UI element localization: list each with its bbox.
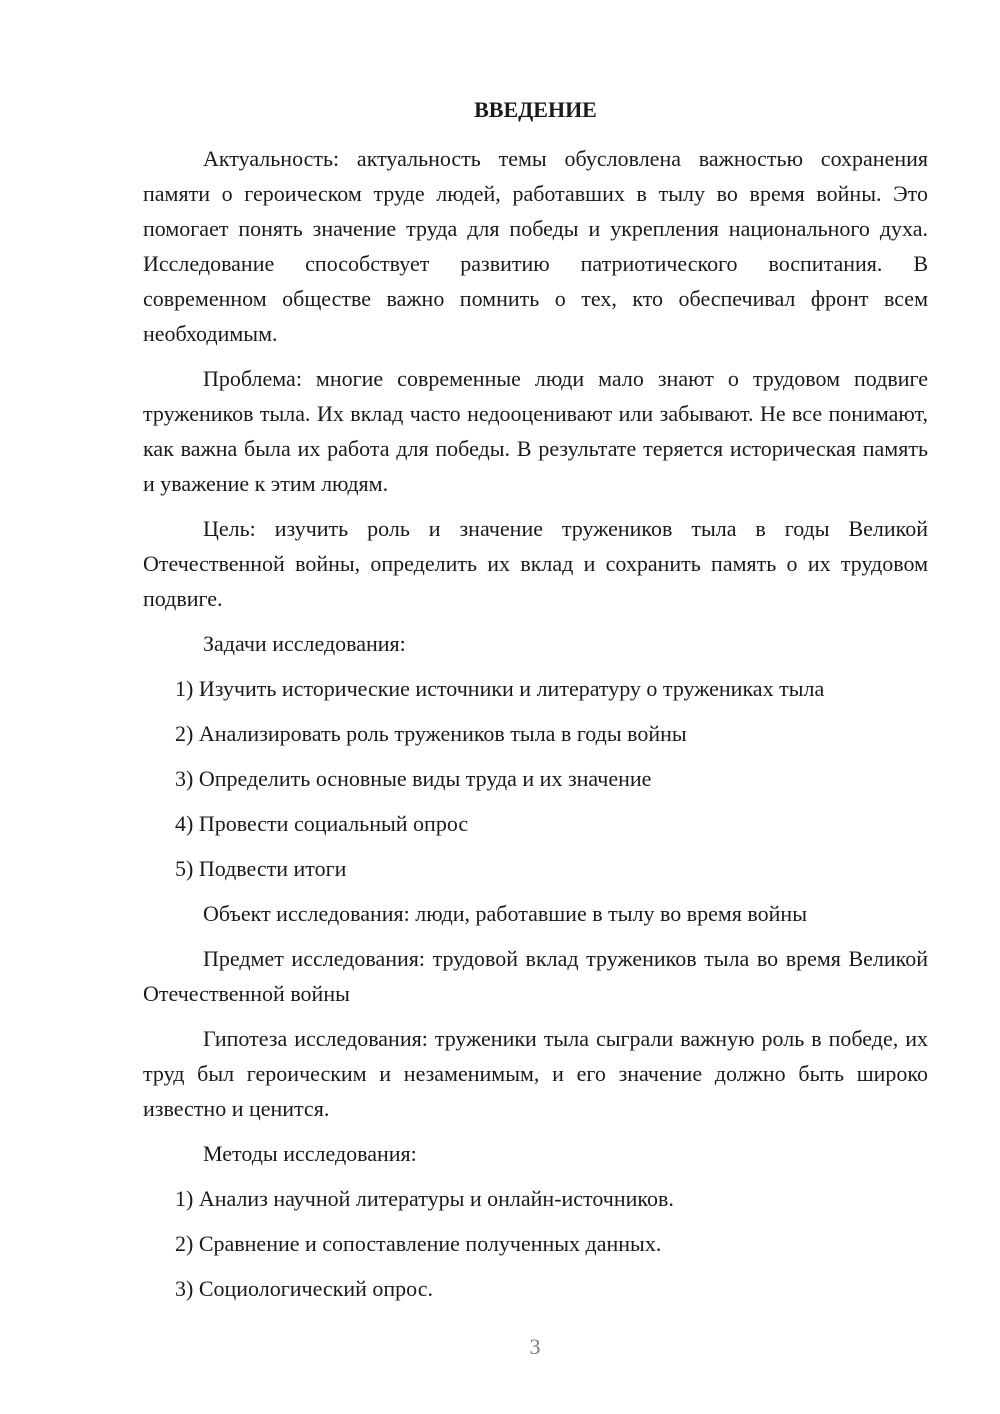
list-item: 1) Изучить исторические источники и литературу о тружениках тыла xyxy=(175,676,825,701)
list-item: 3) Социологический опрос. xyxy=(175,1276,433,1301)
hypothesis-paragraph: Гипотеза исследования: труженики тыла сыграли важную роль в победе, их труд был героическим и незаменимым, и его значение должно быть широко известно и ценится. xyxy=(143,1026,928,1121)
object-paragraph: Объект исследования: люди, работавшие в тылу во время войны xyxy=(203,901,807,926)
page-number: 3 xyxy=(529,1334,541,1359)
document-page xyxy=(143,96,928,1316)
goal-paragraph: Цель: изучить роль и значение тружеников тыла в годы Великой Отечественной войны, определить их вклад и сохранить память о их трудовом подвиге. xyxy=(143,516,928,611)
list-item: 4) Провести социальный опрос xyxy=(175,811,469,836)
tasks-list xyxy=(143,671,928,886)
list-item: 5) Подвести итоги xyxy=(175,856,347,881)
list-item: 2) Сравнение и сопоставление полученных данных. xyxy=(175,1231,662,1256)
list-item: 2) Анализировать роль тружеников тыла в годы войны xyxy=(175,721,687,746)
subject-paragraph: Предмет исследования: трудовой вклад тружеников тыла во время Великой Отечественной войны xyxy=(143,946,928,1006)
section-title: ВВЕДЕНИЕ xyxy=(474,97,597,122)
tasks-heading: Задачи исследования: xyxy=(203,631,406,656)
list-item: 1) Анализ научной литературы и онлайн-источников. xyxy=(175,1186,674,1211)
problem-paragraph: Проблема: многие современные люди мало знают о трудовом подвиге тружеников тыла. Их вклад часто недооценивают или забывают. Не все понимают, как важна была их работа для победы. В результате теряется историческая память и уважение к этим людям. xyxy=(143,366,928,496)
relevance-paragraph: Актуальность: актуальность темы обусловлена важностью сохранения памяти о героическом труде людей, работавших в тылу во время войны. Это помогает понять значение труда для победы и укрепления национального духа. Исследование способствует развитию патриотического воспитания. В современном обществе важно помнить о тех, кто обеспечивал фронт всем необходимым. xyxy=(143,146,928,346)
list-item: 3) Определить основные виды труда и их значение xyxy=(175,766,652,791)
methods-list xyxy=(143,1181,928,1306)
methods-heading: Методы исследования: xyxy=(203,1141,417,1166)
